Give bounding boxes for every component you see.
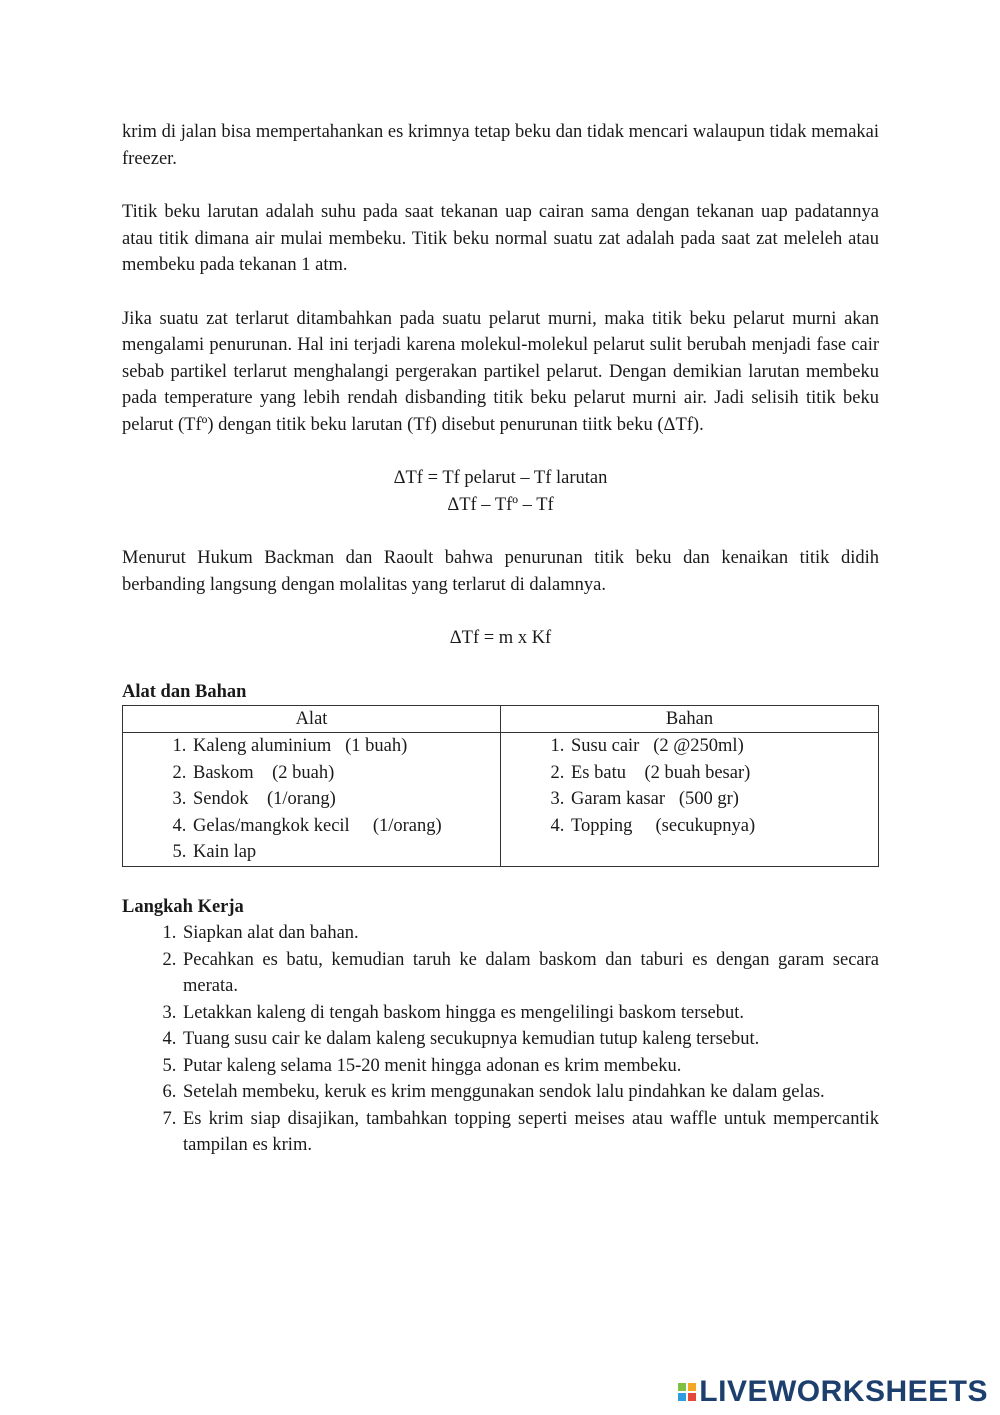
list-item: 2. Baskom (2 buah) bbox=[191, 760, 500, 787]
alat-cell bbox=[123, 733, 501, 867]
bahan-cell bbox=[501, 733, 879, 867]
step-item: 7. Es krim siap disajikan, tambahkan topping seperti meises atau waffle untuk mempercantik tampilan es krim. bbox=[181, 1106, 879, 1159]
list-item: 2. Es batu (2 buah besar) bbox=[569, 760, 878, 787]
logo-square bbox=[678, 1393, 686, 1401]
logo-grid-icon bbox=[678, 1383, 696, 1401]
step-item: 2. Pecahkan es batu, kemudian taruh ke dalam baskom dan taburi es dengan garam secara merata. bbox=[181, 947, 879, 1000]
formula-delta-tf: ΔTf = Tf pelarut – Tf larutan bbox=[393, 468, 608, 488]
column-header-bahan: Bahan bbox=[501, 706, 879, 733]
list-item: 3. Sendok (1/orang) bbox=[191, 786, 500, 813]
step-item: 6. Setelah membeku, keruk es krim menggunakan sendok lalu pindahkan ke dalam gelas. bbox=[181, 1079, 879, 1106]
paragraph-hukum: Menurut Hukum Backman dan Raoult bahwa penurunan titik beku dan kenaikan titik didih berbanding langsung dengan molalitas yang terlarut di dalamnya. bbox=[122, 548, 879, 595]
formula-molalitas: ΔTf = m x Kf bbox=[449, 628, 552, 648]
document-body bbox=[122, 119, 879, 1159]
step-item: 4. Tuang susu cair ke dalam kaleng secukupnya kemudian tutup kaleng tersebut. bbox=[181, 1026, 879, 1053]
step-item: 1. Siapkan alat dan bahan. bbox=[181, 920, 879, 947]
logo-square bbox=[678, 1383, 686, 1391]
formula-delta-tf-alt: ΔTf – Tfº – Tf bbox=[447, 494, 554, 515]
alat-bahan-table bbox=[122, 705, 879, 867]
paragraph-penurunan: Jika suatu zat terlarut ditambahkan pada suatu pelarut murni, maka titik beku pelarut murni akan mengalami penurunan. Hal ini terjadi karena molekul-molekul pelarut sulit berubah menjadi fase cair sebab partikel terlarut menghalangi pergerakan partikel pelarut. Dengan demikian larutan membeku pada temperature yang lebih rendah disbanding titik beku pelarut murni air. Jadi selisih titik beku pelarut (Tfº) dengan titik beku larutan (Tf) disebut penurunan tiitk beku (ΔTf). bbox=[122, 308, 879, 435]
langkah-list bbox=[122, 920, 879, 1159]
list-item: 1. Susu cair (2 @250ml) bbox=[569, 733, 878, 760]
logo-square bbox=[688, 1393, 696, 1401]
logo-text: LIVEWORKSHEETS bbox=[699, 1375, 988, 1408]
list-item: 4. Gelas/mangkok kecil (1/orang) bbox=[191, 813, 500, 840]
formula-block-2 bbox=[122, 625, 879, 652]
logo-square bbox=[688, 1383, 696, 1391]
paragraph-intro: krim di jalan bisa mempertahankan es krimnya tetap beku dan tidak mencari walaupun tidak memakai freezer. bbox=[122, 122, 879, 169]
heading-langkah-kerja: Langkah Kerja bbox=[122, 896, 244, 917]
list-item: 4. Topping (secukupnya) bbox=[569, 813, 878, 840]
list-item: 3. Garam kasar (500 gr) bbox=[569, 786, 878, 813]
list-item: 1. Kaleng aluminium (1 buah) bbox=[191, 733, 500, 760]
step-item: 3. Letakkan kaleng di tengah baskom hingga es mengelilingi baskom tersebut. bbox=[181, 1000, 879, 1027]
bahan-list bbox=[501, 733, 878, 839]
formula-block-1 bbox=[122, 465, 879, 518]
liveworksheets-logo[interactable] bbox=[678, 1375, 988, 1409]
list-item: 5. Kain lap bbox=[191, 839, 500, 866]
column-header-alat: Alat bbox=[123, 706, 501, 733]
paragraph-titik-beku: Titik beku larutan adalah suhu pada saat tekanan uap cairan sama dengan tekanan uap padatannya atau titik dimana air mulai membeku. Titik beku normal suatu zat adalah pada saat zat meleleh atau membeku pada tekanan 1 atm. bbox=[122, 202, 879, 275]
heading-alat-bahan: Alat dan Bahan bbox=[122, 681, 247, 702]
alat-list bbox=[123, 733, 500, 866]
step-item: 5. Putar kaleng selama 15-20 menit hingga adonan es krim membeku. bbox=[181, 1053, 879, 1080]
